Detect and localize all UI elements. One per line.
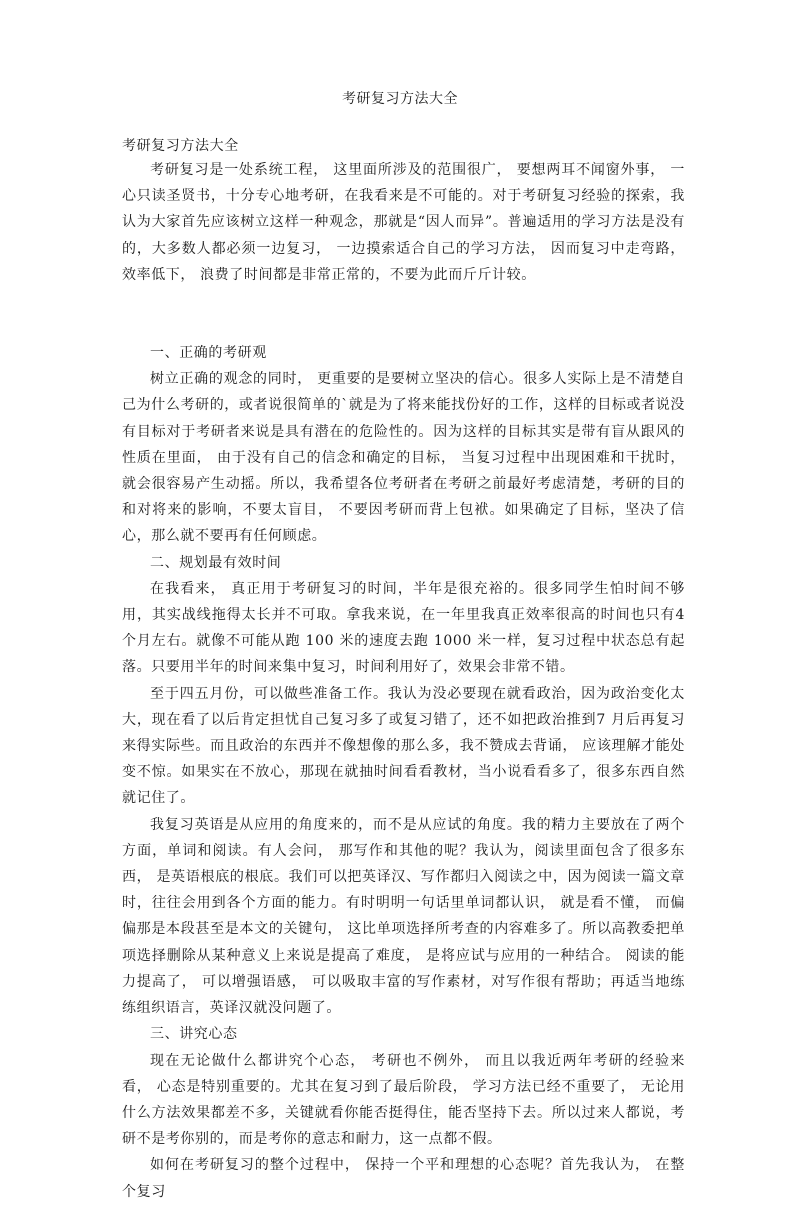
section-2-paragraph-3: 我复习英语是从应用的角度来的，而不是从应试的角度。我的精力主要放在了两个方面，单词和阅读。有人会问， 那写作和其他的呢？我认为，阅读里面包含了很多东西， 是英语根底的根底。我们可以把英译汉、写作都归入阅读之中，因为阅读一篇文章时，往往会用到各个方面的能力。有时明明一句话里单词都认识， 就是看不懂， 而偏偏那是本段甚至是本文的关键句， 这比单项选择所考查的内容难多了。所以高教委把单项选择删除从某种意义上来说是提高了难度， 是将应试与应用的一种结合。 阅读的能力提高了， 可以增强语感， 可以吸取丰富的写作素材，对写作很有帮助；再适当地练练组织语言，英译汉就没问题了。 bbox=[122, 816, 685, 1017]
section-3-paragraph-1: 现在无论做什么都讲究个心态， 考研也不例外， 而且以我近两年考研的经验来看， 心态是特别重要的。尤其在复习到了最后阶段， 学习方法已经不重要了， 无论用什么方法效果都差不多，关键就看你能否挺得住，能否坚持下去。所以过来人都说，考研不是考你别的，而是考你的意志和耐力，这一点都不假。 bbox=[122, 1052, 685, 1148]
section-3-paragraph-2: 如何在考研复习的整个过程中， 保持一个平和理想的心态呢？首先我认为， 在整个复习 bbox=[122, 1157, 685, 1200]
section-2-paragraph-2: 至于四五月份，可以做些准备工作。我认为没必要现在就看政治，因为政治变化太大，现在看了以后肯定担忧自己复习多了或复习错了，还不如把政治推到7 月后再复习来得实际些。而且政治的东西并不像想像的那么多，我不赞成去背诵， 应该理解才能处变不惊。如果实在不放心，那现在就抽时间看看教材，当小说看看多了，很多东西自然就记住了。 bbox=[122, 685, 685, 807]
section-gap bbox=[122, 288, 685, 340]
document-subtitle: 考研复习方法大全 bbox=[122, 138, 239, 154]
section-2-paragraph-1: 在我看来， 真正用于考研复习的时间，半年是很充裕的。很多同学生怕时间不够用，其实战线拖得太长并不可取。拿我来说，在一年里我真正效率很高的时间也只有4 个月左右。就像不可能从跑 100 米的速度去跑 1000 米一样，复习过程中状态总有起落。只要用半年的时间来集中复习，时间利用好了，效果会非常不错。 bbox=[122, 580, 685, 676]
section-heading-1: 一、正确的考研观 bbox=[150, 345, 267, 362]
section-heading-3: 三、讲究心态 bbox=[150, 1026, 238, 1043]
section-heading-2: 二、规划最有效时间 bbox=[150, 554, 282, 571]
document-body bbox=[122, 135, 685, 1205]
section-1-paragraph-1: 树立正确的观念的同时， 更重要的是要树立坚决的信心。很多人实际上是不清楚自己为什么考研的，或者说很简单的`就是为了将来能找份好的工作，这样的目标或者说没有目标对于考研者来说是具有潜在的危险性的。因为这样的目标其实是带有盲从跟风的性质在里面， 由于没有自己的信念和确定的目标， 当复习过程中出现困难和干扰时， 就会很容易产生动摇。所以，我希望各位考研者在考研之前最好考虑清楚，考研的目的和对将来的影响，不要太盲目， 不要因考研而背上包袱。如果确定了目标，坚决了信心，那么就不要再有任何顾虑。 bbox=[122, 371, 685, 545]
document-title: 考研复习方法大全 bbox=[342, 91, 458, 107]
intro-paragraph: 考研复习是一处系统工程， 这里面所涉及的范围很广， 要想两耳不闻窗外事， 一心只读圣贤书，十分专心地考研，在我看来是不可能的。对于考研复习经验的探索，我认为大家首先应该树立这样一种观念，那就是“因人而异”。普遍适用的学习方法是没有的，大多数人都必须一边复习， 一边摸索适合自己的学习方法， 因而复习中走弯路， 效率低下， 浪费了时间都是非常正常的，不要为此而斤斤计较。 bbox=[122, 162, 685, 283]
